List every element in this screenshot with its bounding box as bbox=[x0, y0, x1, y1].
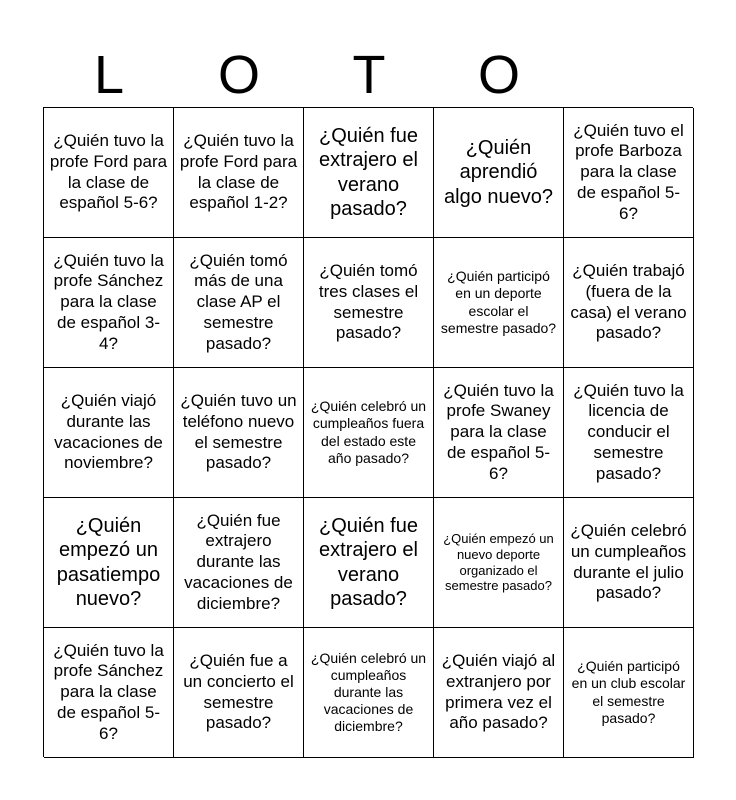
bingo-cell[interactable]: ¿Quién aprendió algo nuevo? bbox=[434, 108, 564, 238]
bingo-cell[interactable]: ¿Quién empezó un pasatiempo nuevo? bbox=[44, 498, 174, 628]
header-letter-o-second: O bbox=[477, 45, 520, 105]
bingo-cell[interactable]: ¿Quién empezó un nuevo deporte organizado el semestre pasado? bbox=[434, 498, 564, 628]
bingo-cell[interactable]: ¿Quién tuvo la profe Sánchez para la clase de español 3-4? bbox=[44, 238, 174, 368]
bingo-cell[interactable]: ¿Quién participó en un club escolar el semestre pasado? bbox=[564, 628, 694, 758]
header-letter-t: T bbox=[352, 45, 386, 105]
header-letter-l: L bbox=[93, 45, 125, 105]
bingo-cell[interactable]: ¿Quién tuvo el profe Barboza para la clase de español 5-6? bbox=[564, 108, 694, 238]
header-letter-blank bbox=[564, 42, 694, 108]
bingo-cell[interactable]: ¿Quién celebró un cumpleaños fuera del estado este año pasado? bbox=[304, 368, 434, 498]
bingo-board bbox=[43, 107, 693, 757]
bingo-cell[interactable]: ¿Quién celebró un cumpleaños durante las vacaciones de diciembre? bbox=[304, 628, 434, 758]
header-letter-o: O bbox=[217, 45, 260, 105]
bingo-cell[interactable]: ¿Quién fue extrajero el verano pasado? bbox=[304, 108, 434, 238]
bingo-cell[interactable]: ¿Quién tomó tres clases el semestre pasado? bbox=[304, 238, 434, 368]
bingo-cell[interactable]: ¿Quién tuvo la profe Ford para la clase de español 5-6? bbox=[44, 108, 174, 238]
bingo-cell[interactable]: ¿Quién viajó durante las vacaciones de noviembre? bbox=[44, 368, 174, 498]
bingo-cell[interactable]: ¿Quién participó en un deporte escolar el semestre pasado? bbox=[434, 238, 564, 368]
bingo-cell[interactable]: ¿Quién fue extrajero el verano pasado? bbox=[304, 498, 434, 628]
bingo-header bbox=[44, 42, 694, 108]
bingo-cell[interactable]: ¿Quién fue extrajero durante las vacaciones de diciembre? bbox=[174, 498, 304, 628]
bingo-cell[interactable]: ¿Quién tuvo la licencia de conducir el semestre pasado? bbox=[564, 368, 694, 498]
bingo-cell[interactable]: ¿Quién trabajó (fuera de la casa) el verano pasado? bbox=[564, 238, 694, 368]
bingo-cell[interactable]: ¿Quién viajó al extranjero por primera vez el año pasado? bbox=[434, 628, 564, 758]
bingo-cell[interactable]: ¿Quién tuvo la profe Ford para la clase de español 1-2? bbox=[174, 108, 304, 238]
bingo-cell[interactable]: ¿Quién tomó más de una clase AP el semestre pasado? bbox=[174, 238, 304, 368]
bingo-cell[interactable]: ¿Quién tuvo un teléfono nuevo el semestre pasado? bbox=[174, 368, 304, 498]
bingo-cell[interactable]: ¿Quién celebró un cumpleaños durante el julio pasado? bbox=[564, 498, 694, 628]
bingo-cell[interactable]: ¿Quién tuvo la profe Swaney para la clase de español 5-6? bbox=[434, 368, 564, 498]
bingo-cell[interactable]: ¿Quién fue a un concierto el semestre pasado? bbox=[174, 628, 304, 758]
bingo-cell[interactable]: ¿Quién tuvo la profe Sánchez para la clase de español 5-6? bbox=[44, 628, 174, 758]
